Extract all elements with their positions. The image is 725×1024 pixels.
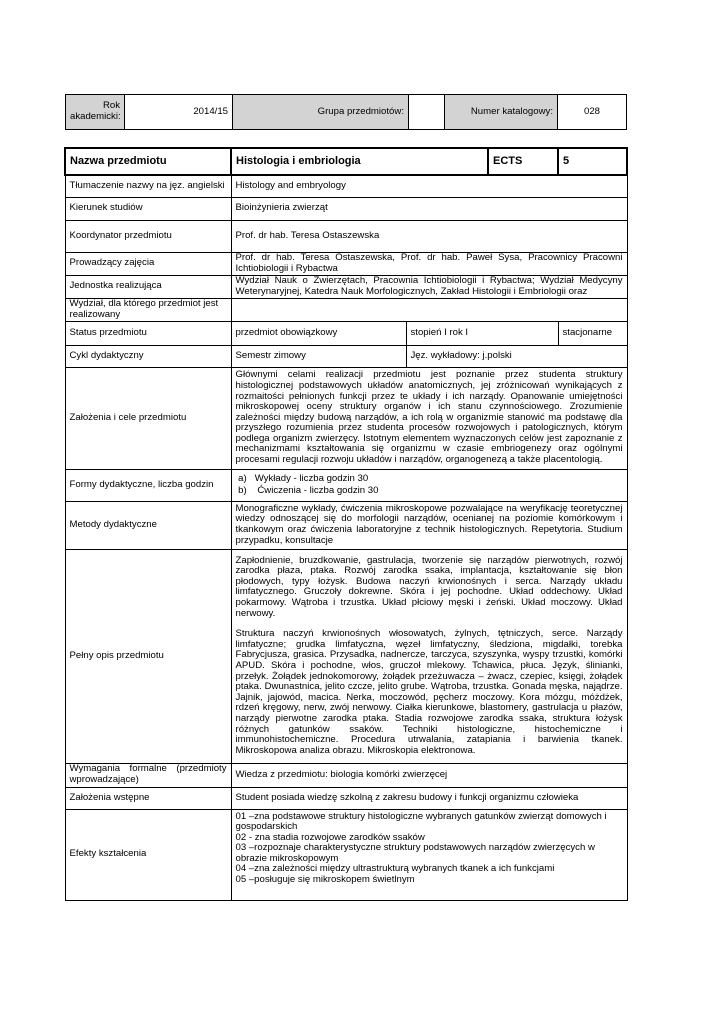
cycle-label: Cykl dydaktyczny bbox=[65, 345, 231, 367]
academic-year-value: 2014/15 bbox=[125, 95, 233, 130]
field-of-study-label: Kierunek studiów bbox=[65, 197, 231, 220]
forms-item-marker: b) bbox=[238, 485, 247, 496]
description-value bbox=[231, 549, 627, 763]
prerequisites-value: Wiedza z przedmiotu: biologia komórki zwierzęcej bbox=[231, 763, 627, 787]
description-paragraph-2: Struktura naczyń krwionośnych włosowatych, żylnych, tętniczych, serce. Narządy limfatyczne; grudka limfatyczna, węzeł limfatyczny, śledziona, migdałki, torebka Fabrycjusza, grasica. Przysadka, nadnercze, tarczyca, szyszynka, wyspy trzustki, komórki APUD. Skóra i pochodne, włos, gruczoł mlekowy. Tchawica, płuca. Język, ślinianki, przełyk. Żołądek jednokomorowy, żołądek przeżuwacza – żwacz, czepiec, księgi, żołądek ptaka. Dwunastnica, jelito czcze, jelito grube. Wątroba, trzustka. Gonada męska, najądrze. Jajnik, jajowód, macica. Nerka, moczowód, pęcherz moczowy. Kora mózgu, móżdżek, rdzeń kręgowy, nerw, zwój nerwowy. Ciałka kierunkowe, blastomery, gastrulacja u płazów, narządy pierwotne zarodka ptaka. Stadia rozwojowe zarodka ssaka, struktura łożysk różnych gatunków ssaków. Techniki histologiczne, histochemiczne i immunohistochemiczne. Procedura utrwalania, zatapiania i barwienia tkanek. Mikroskopowa analiza obrazu. Mikroskopia elektronowa. bbox=[235, 628, 623, 756]
coordinator-value: Prof. dr hab. Teresa Ostaszewska bbox=[231, 220, 627, 252]
initial-assumptions-value: Student posiada wiedzę szkolną z zakresu budowy i funkcji organizmu człowieka bbox=[231, 787, 627, 809]
methods-value: Monograficzne wykłady, ćwiczenia mikroskopowe pozwalające na weryfikację teoretycznej wiedzy odnoszącej się do morfologii narządów, ocenianej na poziomie komórkowym i tkankowym oraz ćwiczenia laboratoryjne z technik histologicznych. Repetytoria. Studium przypadku, konsultacje bbox=[231, 501, 627, 549]
forms-value bbox=[231, 469, 627, 501]
catalog-header-table bbox=[65, 94, 627, 130]
objectives-label: Założenia i cele przedmiotu bbox=[65, 367, 231, 469]
learning-outcome-item: 05 –posługuje się mikroskopem świetlnym bbox=[235, 874, 415, 886]
forms-item-marker: a) bbox=[238, 472, 247, 484]
learning-outcomes-label: Efekty kształcenia bbox=[65, 809, 231, 900]
study-mode-value: stacjonarne bbox=[558, 321, 627, 345]
forms-item-exercises bbox=[236, 485, 623, 498]
faculty-label: Wydział, dla którego przedmiot jest realizowany bbox=[65, 298, 231, 321]
instructors-label: Prowadzący zajęcia bbox=[65, 252, 231, 275]
initial-assumptions-label: Założenia wstępne bbox=[65, 787, 231, 809]
status-value: przedmiot obowiązkowy bbox=[231, 321, 406, 345]
course-description-table bbox=[64, 147, 628, 901]
forms-list bbox=[236, 473, 623, 498]
instructors-value: Prof. dr hab. Teresa Ostaszewska, Prof. dr hab. Paweł Sysa, Pracownicy Pracowni Ichtiobiologii i Rybactwa bbox=[231, 252, 627, 275]
catalog-number-label: Numer katalogowy: bbox=[445, 95, 558, 130]
cycle-value: Semestr zimowy bbox=[231, 345, 406, 367]
forms-item-text: Wykłady - liczba godzin 30 bbox=[254, 472, 369, 484]
subject-group-label: Grupa przedmiotów: bbox=[233, 95, 409, 130]
catalog-number-value: 028 bbox=[558, 95, 627, 130]
learning-outcome-item: 04 –zna zależności między ultrastrukturą wybranych tkanek a ich funkcjami bbox=[235, 863, 555, 875]
english-name-value: Histology and embryology bbox=[231, 175, 627, 197]
status-label: Status przedmiotu bbox=[65, 321, 231, 345]
course-name-label: Nazwa przedmiotu bbox=[65, 148, 231, 175]
learning-outcomes-value bbox=[231, 809, 627, 900]
learning-outcome-item: 01 –zna podstawowe struktury histologiczne wybranych gatunków zwierząt domowych i gospodarskich bbox=[235, 810, 607, 833]
forms-item-text: Ćwiczenia - liczba godzin 30 bbox=[257, 485, 379, 496]
prerequisites-label: Wymagania formalne (przedmioty wprowadzające) bbox=[65, 763, 231, 787]
course-name-value: Histologia i embriologia bbox=[231, 148, 488, 175]
ects-value: 5 bbox=[558, 148, 627, 175]
learning-outcome-item: 02 - zna stadia rozwojowe zarodków ssaków bbox=[235, 831, 425, 843]
language-value: Jęz. wykładowy: j.polski bbox=[406, 345, 627, 367]
description-label: Pełny opis przedmiotu bbox=[65, 549, 231, 763]
unit-label: Jednostka realizująca bbox=[65, 275, 231, 298]
forms-item-lectures bbox=[236, 473, 623, 486]
english-name-label: Tłumaczenie nazwy na jęz. angielski bbox=[65, 175, 231, 197]
level-year-value: stopień I rok I bbox=[406, 321, 558, 345]
subject-group-value bbox=[409, 95, 445, 130]
field-of-study-value: Bioinżynieria zwierząt bbox=[231, 197, 627, 220]
forms-label: Formy dydaktyczne, liczba godzin bbox=[65, 469, 231, 501]
unit-value: Wydział Nauk o Zwierzętach, Pracownia Ichtiobiologii i Rybactwa; Wydział Medycyny Weterynaryjnej, Katedra Nauk Morfologicznych, Zakład Histologii i Embriologii oraz bbox=[231, 275, 627, 298]
description-paragraph-1: Zapłodnienie, bruzdkowanie, gastrulacja, tworzenie się narządów pierwotnych, rozwój zarodka płaza, ptaka. Rozwój zarodka ssaka, implantacja, kształtowanie się błon płodowych, typy łożysk. Budowa naczyń krwionośnych i serca. Narządy układu limfatycznego. Gruczoły dokrewne. Skóra i jej pochodne. Układ oddechowy. Układ pokarmowy. Wątroba i trzustka. Układ płciowy męski i żeński. Układ moczowy. Układ nerwowy. bbox=[235, 554, 623, 619]
methods-label: Metody dydaktyczne bbox=[65, 501, 231, 549]
academic-year-label: Rok akademicki: bbox=[66, 95, 125, 130]
learning-outcome-item: 03 –rozpoznaje charakterystyczne struktury podstawowych narządów zwierzęcych w obrazie mikroskopowym bbox=[235, 842, 595, 864]
objectives-value: Głównymi celami realizacji przedmiotu jest poznanie przez studenta struktury histologicznej podstawowych układów anatomicznych, jej zróżnicowań wynikających z rozmaitości pełnionych funkcji przez te układy i ich narządy. Opanowanie umiejętności mikroskopowej oceny struktury organów i ich stanu czynnościowego. Zrozumienie zależności między budową narządów, a ich rolą w organizmie stanowić ma podstawę dla przyszłego rozumienia przez studenta procesów rozwojowych i patologicznych, którym podlega organizm zwierzęcy. Istotnym elementem wyznaczonych celów jest zapoznanie z mechanizmami kształtowania się organizmu w czasie embriogenezy oraz ogólnymi procesami regulacji rozwoju układów i narządów, organogenezą a także placentologią. bbox=[231, 367, 627, 469]
ects-label: ECTS bbox=[488, 148, 558, 175]
faculty-value bbox=[231, 298, 627, 321]
coordinator-label: Koordynator przedmiotu bbox=[65, 220, 231, 252]
